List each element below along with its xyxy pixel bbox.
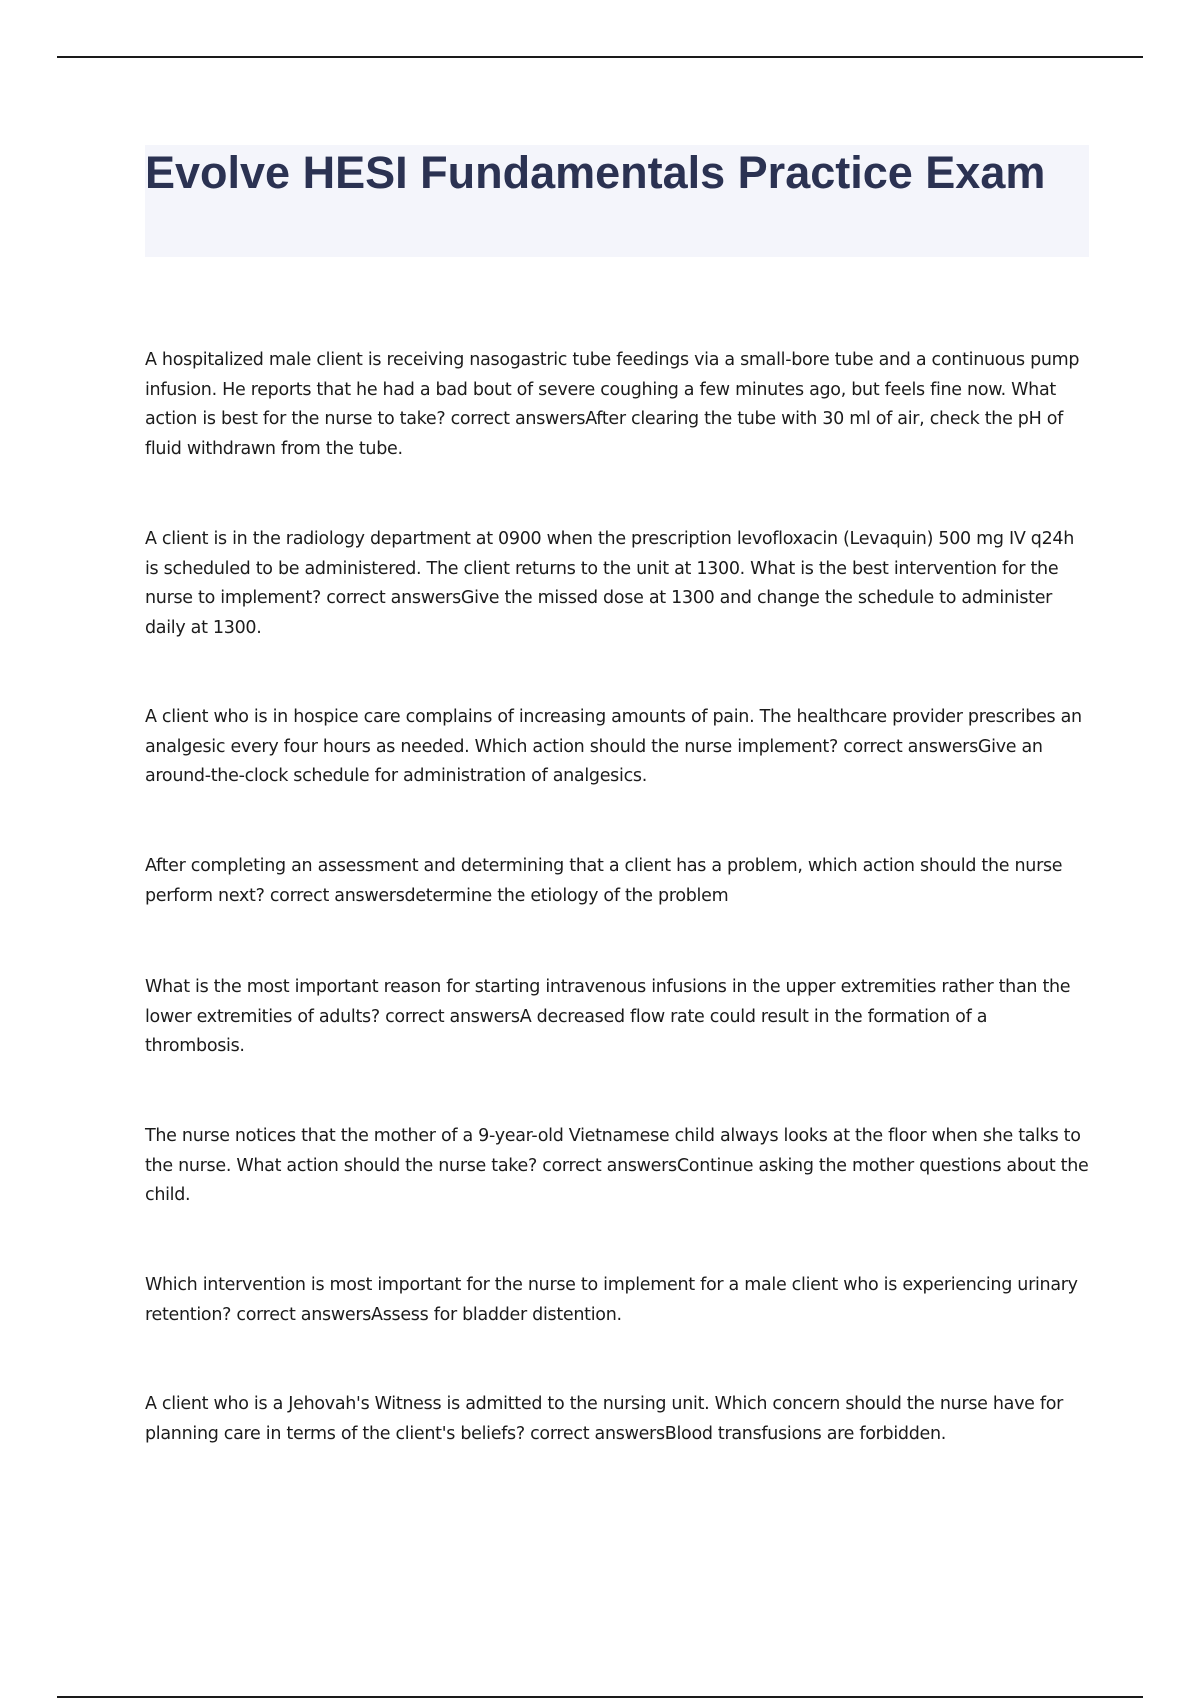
question-answer-item: A hospitalized male client is receiving nasogastric tube feedings via a small-bore tube and a continuous pump infusion. He reports that he had a bad bout of severe coughing a few minutes ago, but feels fine now. What action is best for the nurse to take? correct answersAfter clearing the tube with 30 ml of air, check the pH of fluid withdrawn from the tube. [145, 350, 1080, 459]
question-answer-item: A client is in the radiology department at 0900 when the prescription levofloxacin (Levaquin) 500 mg IV q24h is scheduled to be administered. The client returns to the unit at 1300. What is the best intervention for the nurse to implement? correct answersGive the missed dose at 1300 and change the schedule to administer daily at 1300. [145, 529, 1075, 638]
question-answer-item: After completing an assessment and determining that a client has a problem, which action should the nurse perform next? correct answersdetermine the etiology of the problem [145, 856, 1063, 906]
question-answer-item: A client who is in hospice care complains of increasing amounts of pain. The healthcare provider prescribes an analgesic every four hours as needed. Which action should the nurse implement? correct answersGive an around-the-clock schedule for administration of analgesics. [145, 707, 1082, 786]
question-answer-item: What is the most important reason for starting intravenous infusions in the upper extremities rather than the lower extremities of adults? correct answersA decreased flow rate could result in the formation of a thrombosis. [145, 977, 1071, 1056]
question-answer-item: The nurse notices that the mother of a 9-year-old Vietnamese child always looks at the floor when she talks to the nurse. What action should the nurse take? correct answersContinue asking the mother questions about the child. [145, 1126, 1089, 1205]
bottom-rule [57, 1696, 1143, 1698]
question-answer-item: Which intervention is most important for the nurse to implement for a male client who is experiencing urinary retention? correct answersAssess for bladder distention. [145, 1275, 1078, 1325]
page-title: Evolve HESI Fundamentals Practice Exam [145, 147, 1046, 198]
question-answer-item: A client who is a Jehovah's Witness is admitted to the nursing unit. Which concern should the nurse have for planning care in terms of the client's beliefs? correct answersBlood transfusions are forbidden. [145, 1394, 1064, 1444]
top-rule [57, 56, 1143, 58]
